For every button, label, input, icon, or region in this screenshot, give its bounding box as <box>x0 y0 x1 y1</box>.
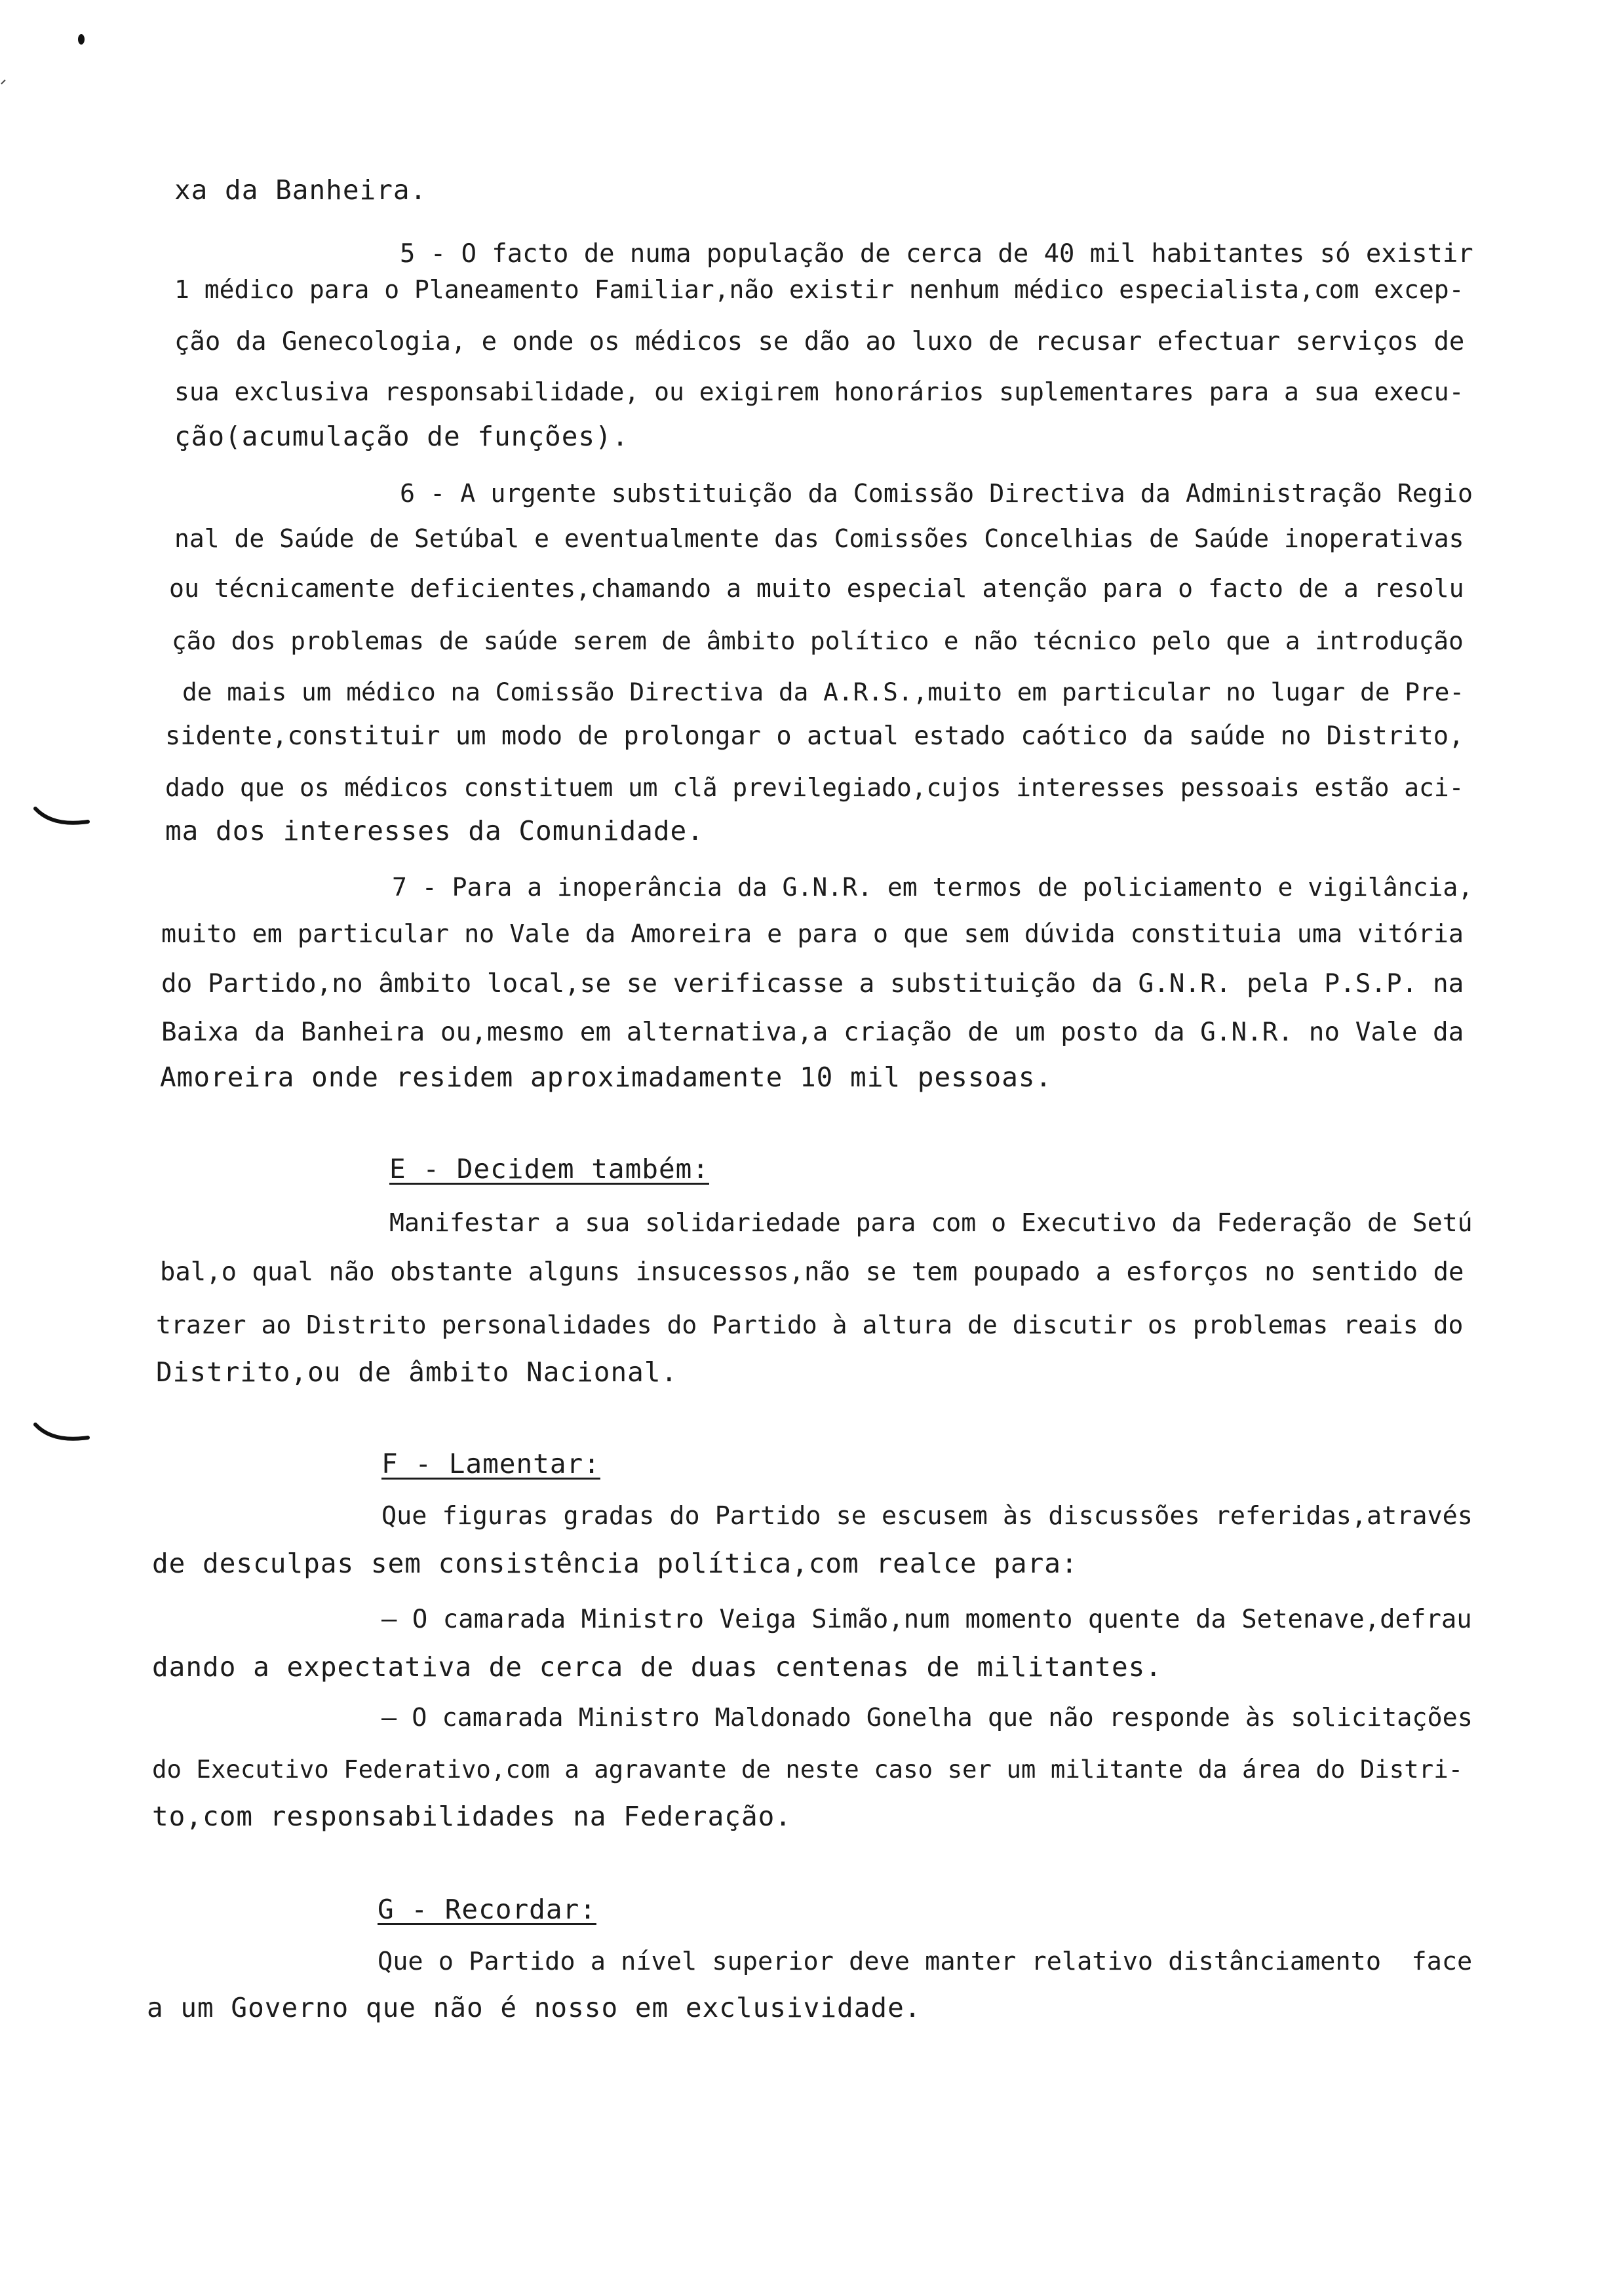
text-line: Baixa da Banheira ou,mesmo em alternativa,a criação de um posto da G.N.R. no Vale da <box>161 1018 1464 1047</box>
text-line: Que figuras gradas do Partido se escusem às discussões referidas,através <box>381 1501 1473 1531</box>
text-line: bal,o qual não obstante alguns insucessos,não se tem poupado a esforços no sentido de <box>160 1257 1464 1287</box>
text-line: 7 - Para a inoperância da G.N.R. em termos de policiamento e vigilância, <box>392 873 1473 902</box>
text-line: — O camarada Ministro Veiga Simão,num momento quente da Setenave,defrau <box>381 1605 1472 1634</box>
section-heading-e: E - Decidem também: <box>389 1153 709 1185</box>
text-line: ou técnicamente deficientes,chamando a muito especial atenção para o facto de a resolu <box>169 574 1464 603</box>
text-line: xa da Banheira. <box>174 174 427 206</box>
text-line: Que o Partido a nível superior deve manter relativo distânciamento face <box>378 1947 1473 1976</box>
text-line: Amoreira onde residem aproximadamente 10 mil pessoas. <box>160 1062 1053 1093</box>
text-line: do Partido,no âmbito local,se se verificasse a substituição da G.N.R. pela P.S.P. na <box>161 969 1464 999</box>
text-line: ção dos problemas de saúde serem de âmbito político e não técnico pelo que a introdução <box>172 626 1464 655</box>
text-line: ção(acumulação de funções). <box>174 421 629 452</box>
text-line: a um Governo que não é nosso em exclusividade. <box>147 1992 922 2023</box>
text-line: Distrito,ou de âmbito Nacional. <box>156 1356 678 1388</box>
text-line: do Executivo Federativo,com a agravante de neste caso ser um militante da área do Distri- <box>152 1755 1464 1784</box>
text-line: de mais um médico na Comissão Directiva da A.R.S.,muito em particular no lugar de Pre- <box>182 678 1465 706</box>
text-line: sidente,constituir um modo de prolongar o actual estado caótico da saúde no Distrito, <box>165 721 1464 751</box>
text-line: muito em particular no Vale da Amoreira e para o que sem dúvida constituia uma vitória <box>161 919 1464 949</box>
text-line: dando a expectativa de cerca de duas centenas de militantes. <box>152 1651 1163 1683</box>
text-line: — O camarada Ministro Maldonado Gonelha que não responde às solicitações <box>381 1703 1473 1732</box>
text-line: to,com responsabilidades na Federação. <box>152 1801 792 1832</box>
text-line: ção da Genecologia, e onde os médicos se dão ao luxo de recusar efectuar serviços de <box>174 327 1465 356</box>
margin-tick-mark <box>0 77 9 86</box>
section-heading-g: G - Recordar: <box>378 1894 596 1925</box>
text-line: dado que os médicos constituem um clã previlegiado,cujos interesses pessoais estão aci- <box>165 773 1464 802</box>
text-line: Manifestar a sua solidariedade para com o Executivo da Federação de Setú <box>389 1208 1473 1237</box>
section-heading-f: F - Lamentar: <box>381 1448 600 1480</box>
text-line: de desculpas sem consistência política,com realce para: <box>152 1548 1078 1579</box>
text-line: 6 - A urgente substituição da Comissão Directiva da Administração Regio <box>400 479 1473 508</box>
text-line: 5 - O facto de numa população de cerca de 40 mil habitantes só existir <box>400 239 1473 269</box>
margin-bracket-mark <box>33 1421 92 1444</box>
text-line: ma dos interesses da Comunidade. <box>165 815 704 847</box>
text-line: sua exclusiva responsabilidade, ou exigirem honorários suplementares para a sua execu- <box>174 377 1464 406</box>
text-line: nal de Saúde de Setúbal e eventualmente das Comissões Concelhias de Saúde inoperativas <box>174 524 1464 553</box>
text-line: trazer ao Distrito personalidades do Partido à altura de discutir os problemas reais do <box>156 1311 1464 1339</box>
text-line: 1 médico para o Planeamento Familiar,não existir nenhum médico especialista,com excep- <box>174 275 1464 304</box>
margin-bracket-mark <box>33 805 92 828</box>
ink-dot-mark <box>75 31 88 47</box>
